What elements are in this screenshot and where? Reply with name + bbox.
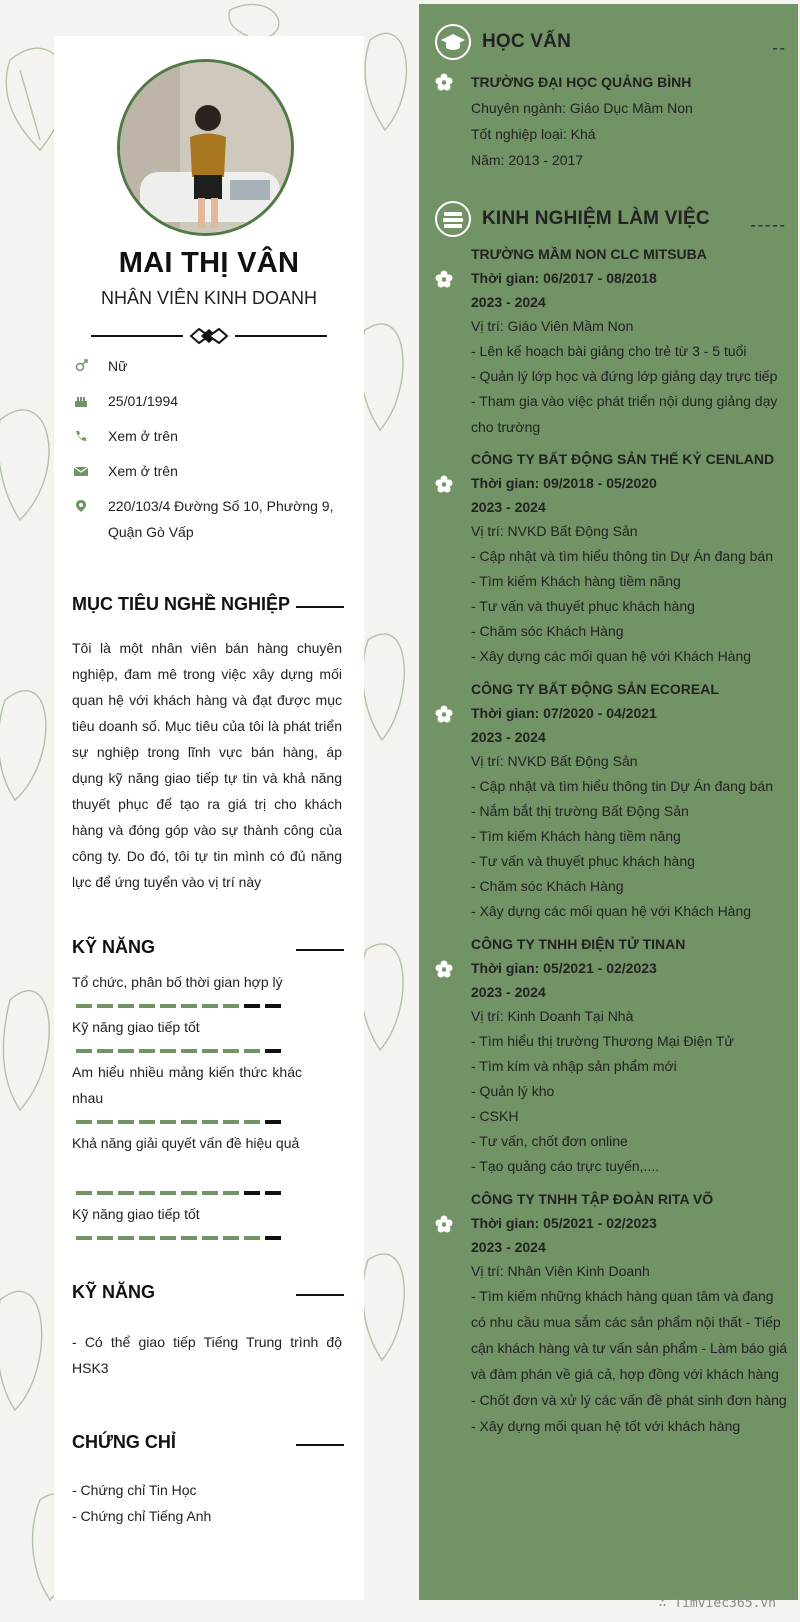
languages-text: - Có thể giao tiếp Tiếng Trung trình độ HSK3 bbox=[72, 1334, 342, 1376]
education-dash: -- bbox=[772, 40, 787, 57]
certificate-item: - Chứng chỉ Tin Học bbox=[72, 1482, 197, 1498]
skill-bar-segment bbox=[265, 1120, 281, 1124]
gender-icon bbox=[74, 359, 88, 373]
skill-bar-segment bbox=[139, 1049, 155, 1053]
experience-header bbox=[435, 201, 787, 241]
skill-bar-segment bbox=[223, 1004, 239, 1008]
job-time: Thời gian: 07/2020 - 04/2021 bbox=[471, 705, 657, 721]
avatar bbox=[117, 59, 294, 236]
info-gender bbox=[74, 353, 354, 379]
job-duty: - Tạo quảng cáo trực tuyến,.... bbox=[471, 1158, 660, 1174]
info-address bbox=[74, 493, 354, 545]
watermark-text: ∴ Timviec365.vn bbox=[658, 1596, 776, 1611]
flower-bullet-icon bbox=[435, 1215, 453, 1233]
skill-bar-segment bbox=[181, 1120, 197, 1124]
flower-bullet-icon bbox=[435, 475, 453, 493]
education-icon-circle bbox=[435, 24, 471, 60]
skill-bar-segment bbox=[160, 1191, 176, 1195]
skill-bar-segment bbox=[97, 1236, 113, 1240]
job-duty: - Quản lý kho bbox=[471, 1083, 555, 1099]
job-company: CÔNG TY BẤT ĐỘNG SẢN ECOREAL bbox=[471, 681, 719, 697]
skill-bar-segment bbox=[160, 1236, 176, 1240]
experience-dash: ----- bbox=[750, 217, 787, 234]
career-goal-text: Tôi là một nhân viên bán hàng chuyên nghiệp, đam mê trong việc xây dựng mối quan hệ với khách hàng và đạt được mục tiêu doanh số. Mục tiêu của tôi là phát triển sự nghiệp trong lĩnh vực bán hàng, áp dụng kỹ năng giao tiếp tự tin và khả năng thuyết phục để tạo ra giá trị cho khách hàng và đóng góp vào sự thành công của công ty. Do đó, tôi tự tin mình có đủ năng lực để ứng tuyển vào vị trí này bbox=[72, 640, 342, 890]
job-company: CÔNG TY TNHH ĐIỆN TỬ TINAN bbox=[471, 936, 686, 952]
skill-bar-segment bbox=[118, 1191, 134, 1195]
job-duty: - CSKH bbox=[471, 1108, 519, 1124]
info-birthday bbox=[74, 388, 354, 414]
profile-photo-icon bbox=[120, 62, 294, 236]
job-duty: - Tìm kím và nhập sản phẩm mới bbox=[471, 1058, 677, 1074]
certificates-line bbox=[296, 1444, 344, 1446]
job-duty: - Tư vấn và thuyết phục khách hàng bbox=[471, 598, 695, 614]
skill-bar-segment bbox=[160, 1120, 176, 1124]
job-duty: - Xây dựng các mối quan hệ với Khách Hàng bbox=[471, 903, 752, 919]
skill-bar-segment bbox=[244, 1236, 260, 1240]
skill-bar-segment bbox=[265, 1004, 281, 1008]
skill-bar-segment bbox=[202, 1191, 218, 1195]
skill-bar-segment bbox=[244, 1120, 260, 1124]
job-time: Thời gian: 05/2021 - 02/2023 bbox=[471, 960, 657, 976]
skill-bar-segment bbox=[76, 1049, 92, 1053]
skill-name: Kỹ năng giao tiếp tốt bbox=[72, 1019, 200, 1035]
skill-bar-segment bbox=[265, 1236, 281, 1240]
skill-bar-segment bbox=[118, 1049, 134, 1053]
job-range: 2023 - 2024 bbox=[471, 1239, 546, 1255]
graduation-cap-icon bbox=[437, 26, 469, 58]
skill-bar-segment bbox=[202, 1004, 218, 1008]
languages-title: KỸ NĂNG bbox=[72, 1282, 156, 1302]
job-duty: - Nắm bắt thị trường Bất Động Sản bbox=[471, 803, 689, 819]
skill-name: Am hiểu nhiều mảng kiến thức khác nhau bbox=[72, 1064, 302, 1106]
job-duty: - Tìm kiếm Khách hàng tiềm năng bbox=[471, 573, 681, 589]
skill-name: Khả năng giải quyết vấn đề hiệu quả bbox=[72, 1135, 300, 1151]
gender-value: Nữ bbox=[108, 358, 128, 374]
birthday-cake-icon bbox=[74, 394, 88, 408]
skill-bar-segment bbox=[223, 1236, 239, 1240]
job-company: CÔNG TY TNHH TẬP ĐOÀN RITA VÕ bbox=[471, 1191, 714, 1207]
profile-title: NHÂN VIÊN KINH DOANH bbox=[100, 288, 318, 308]
info-email bbox=[74, 458, 354, 484]
job-position: Vị trí: NVKD Bất Động Sản bbox=[471, 753, 638, 769]
certificates-title: CHỨNG CHỈ bbox=[72, 1432, 176, 1452]
skill-bar-segment bbox=[223, 1120, 239, 1124]
job-range: 2023 - 2024 bbox=[471, 499, 546, 515]
job-company: TRƯỜNG MẦM NON CLC MITSUBA bbox=[471, 246, 707, 262]
info-phone bbox=[74, 423, 354, 449]
skill-bar-segment bbox=[223, 1191, 239, 1195]
skill-bar-segment bbox=[181, 1049, 197, 1053]
skills-title: KỸ NĂNG bbox=[72, 937, 156, 957]
skill-bar-segment bbox=[202, 1049, 218, 1053]
skill-name: Kỹ năng giao tiếp tốt bbox=[72, 1206, 200, 1222]
email-value: Xem ở trên bbox=[108, 463, 178, 479]
education-title: HỌC VẤN bbox=[482, 31, 572, 52]
phone-icon bbox=[74, 429, 88, 443]
job-position: Vị trí: Giáo Viên Mầm Non bbox=[471, 318, 634, 334]
job-duty: - Tham gia vào việc phát triển nội dung giảng dạy cho trường bbox=[471, 393, 778, 435]
skill-bar-segment bbox=[118, 1004, 134, 1008]
skill-bar-segment bbox=[76, 1191, 92, 1195]
job-duty: - Cập nhật và tìm hiểu thông tin Dự Án đang bán bbox=[471, 548, 774, 564]
education-major: Chuyên ngành: Giáo Dục Mầm Non bbox=[471, 100, 693, 116]
career-goal-title: MỤC TIÊU NGHỀ NGHIỆP bbox=[72, 594, 291, 614]
skill-bar-segment bbox=[244, 1049, 260, 1053]
skill-bar-segment bbox=[160, 1049, 176, 1053]
name-divider bbox=[91, 326, 327, 346]
job-range: 2023 - 2024 bbox=[471, 294, 546, 310]
job-time: Thời gian: 09/2018 - 05/2020 bbox=[471, 475, 657, 491]
job-duty: - Tìm hiểu thị trường Thương Mại Điện Tử bbox=[471, 1033, 734, 1049]
job-position: Vị trí: NVKD Bất Động Sản bbox=[471, 523, 638, 539]
watermark-label: Timviec365.vn bbox=[674, 1596, 776, 1611]
skill-bar-segment bbox=[97, 1120, 113, 1124]
job-duty: - Tư vấn, chốt đơn online bbox=[471, 1133, 628, 1149]
birthday-value: 25/01/1994 bbox=[108, 393, 179, 409]
phone-value: Xem ở trên bbox=[108, 428, 178, 444]
skill-name: Tổ chức, phân bố thời gian hợp lý bbox=[72, 974, 283, 990]
profile-name: MAI THỊ VÂN bbox=[118, 247, 300, 279]
education-school: TRƯỜNG ĐẠI HỌC QUẢNG BÌNH bbox=[471, 74, 692, 90]
job-duty: - Chăm sóc Khách Hàng bbox=[471, 878, 624, 894]
skill-bar-segment bbox=[97, 1191, 113, 1195]
job-duty: - Cập nhật và tìm hiểu thông tin Dự Án đang bán bbox=[471, 778, 774, 794]
education-years: Năm: 2013 - 2017 bbox=[471, 152, 584, 168]
skill-bar-segment bbox=[244, 1191, 260, 1195]
job-duty: - Tìm kiếm những khách hàng quan tâm và đang có nhu cầu mua sắm các sản phẩm nội thất - Tiếp cận khách hàng và tư vấn sản phẩm - Làm báo giá và đàm phán về giá cả, hợp đồng với khách hàng - Chốt đơn và xử lý các vấn đề phát sinh đơn hàng - Xây dựng mối quan hệ tốt với khách hàng bbox=[471, 1288, 788, 1434]
skills-line bbox=[296, 949, 344, 951]
address-value: 220/103/4 Đường Số 10, Phường 9, Quận Gò Vấp bbox=[108, 498, 334, 540]
flower-bullet-icon bbox=[435, 960, 453, 978]
job-duty: - Quản lý lớp học và đứng lớp giảng dạy trực tiếp bbox=[471, 368, 778, 384]
skill-bar-segment bbox=[181, 1004, 197, 1008]
job-position: Vị trí: Kinh Doanh Tại Nhà bbox=[471, 1008, 634, 1024]
skill-bar-segment bbox=[181, 1236, 197, 1240]
skill-bar-segment bbox=[265, 1191, 281, 1195]
skill-bar-segment bbox=[139, 1120, 155, 1124]
career-goal-line bbox=[296, 606, 344, 608]
job-range: 2023 - 2024 bbox=[471, 984, 546, 1000]
job-range: 2023 - 2024 bbox=[471, 729, 546, 745]
job-time: Thời gian: 06/2017 - 08/2018 bbox=[471, 270, 657, 286]
experience-title: KINH NGHIỆM LÀM VIỆC bbox=[482, 208, 710, 229]
job-duty: - Xây dựng các mối quan hệ với Khách Hàng bbox=[471, 648, 752, 664]
flower-bullet-icon bbox=[435, 270, 453, 288]
skill-bar-segment bbox=[223, 1049, 239, 1053]
skill-bar-segment bbox=[76, 1236, 92, 1240]
job-duty: - Tư vấn và thuyết phục khách hàng bbox=[471, 853, 695, 869]
books-icon bbox=[437, 203, 469, 235]
skill-bar-segment bbox=[139, 1191, 155, 1195]
job-duty: - Lên kế hoạch bài giảng cho trẻ từ 3 - 5 tuổi bbox=[471, 343, 747, 359]
certificate-item: - Chứng chỉ Tiếng Anh bbox=[72, 1508, 212, 1524]
skill-bar-segment bbox=[118, 1120, 134, 1124]
skill-bar-segment bbox=[76, 1004, 92, 1008]
job-company: CÔNG TY BẤT ĐỘNG SẢN THẾ KỶ CENLAND bbox=[471, 451, 775, 467]
skill-bar-segment bbox=[76, 1120, 92, 1124]
skill-bar-segment bbox=[181, 1191, 197, 1195]
skill-bar-segment bbox=[118, 1236, 134, 1240]
skill-bar-segment bbox=[139, 1004, 155, 1008]
location-pin-icon bbox=[74, 499, 88, 513]
experience-icon-circle bbox=[435, 201, 471, 237]
skill-bar-segment bbox=[160, 1004, 176, 1008]
education-grade: Tốt nghiệp loại: Khá bbox=[471, 126, 596, 142]
job-time: Thời gian: 05/2021 - 02/2023 bbox=[471, 1215, 657, 1231]
email-icon bbox=[74, 464, 88, 478]
job-duty: - Chăm sóc Khách Hàng bbox=[471, 623, 624, 639]
languages-line bbox=[296, 1294, 344, 1296]
skill-bar-segment bbox=[139, 1236, 155, 1240]
skill-bar-segment bbox=[202, 1236, 218, 1240]
flower-bullet-icon bbox=[435, 705, 453, 723]
skill-bar-segment bbox=[265, 1049, 281, 1053]
skill-bar-segment bbox=[244, 1004, 260, 1008]
skill-bar-segment bbox=[97, 1049, 113, 1053]
job-duty: - Tìm kiếm Khách hàng tiềm năng bbox=[471, 828, 681, 844]
job-position: Vị trí: Nhân Viên Kinh Doanh bbox=[471, 1263, 650, 1279]
education-header bbox=[435, 24, 787, 64]
flower-bullet-icon bbox=[435, 73, 453, 91]
skill-bar-segment bbox=[202, 1120, 218, 1124]
skill-bar-segment bbox=[97, 1004, 113, 1008]
